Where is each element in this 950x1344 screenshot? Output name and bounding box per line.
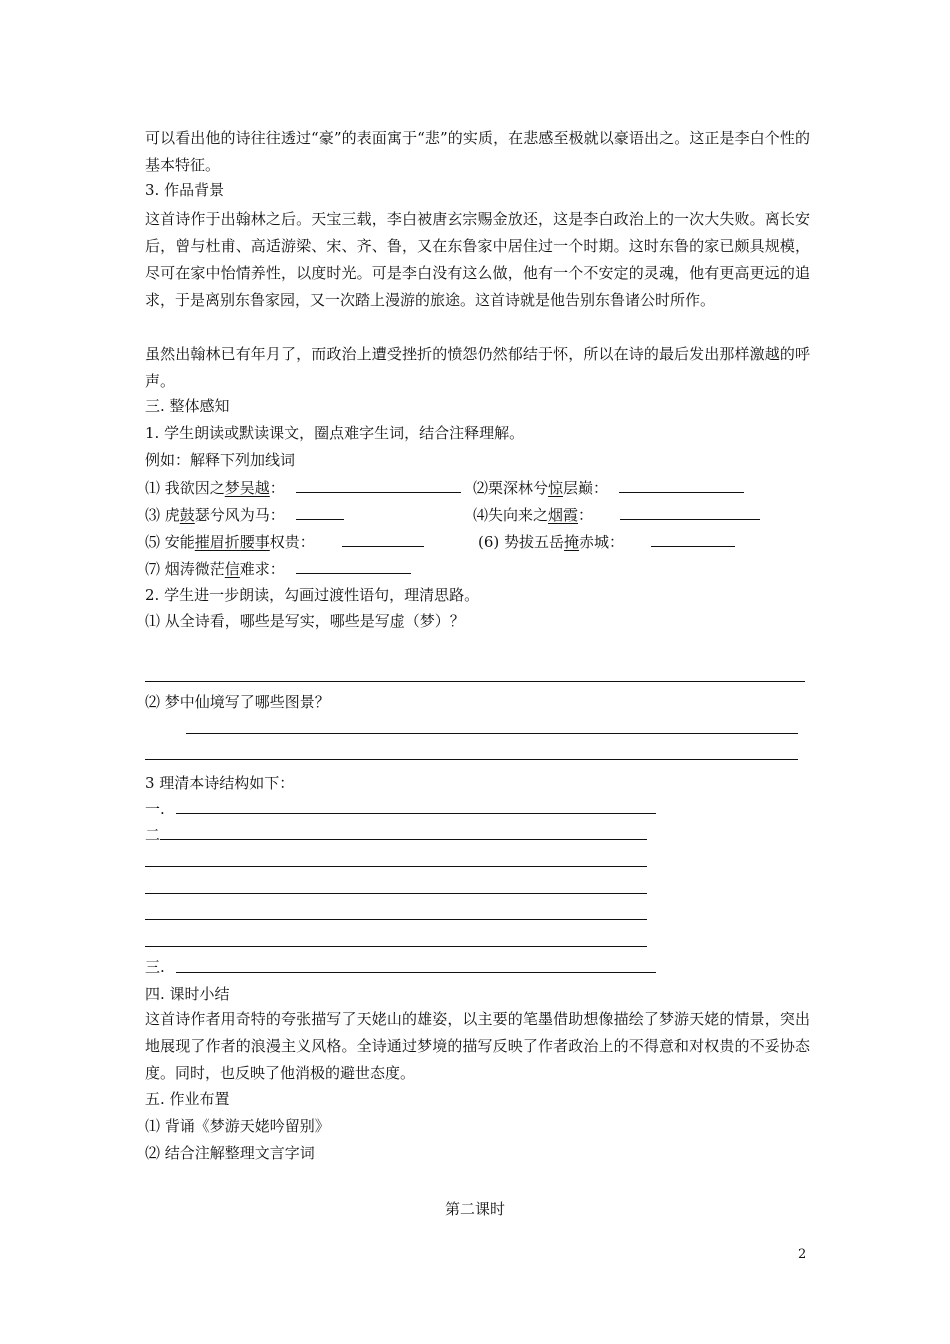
structure-label-1: 一. bbox=[145, 800, 165, 818]
answer-line[interactable] bbox=[145, 946, 647, 947]
answer-line[interactable] bbox=[145, 681, 805, 682]
section-5-heading: 五. 作业布置 bbox=[145, 1090, 230, 1108]
vocab-word: 梦吴越 bbox=[224, 479, 270, 497]
answer-blank[interactable] bbox=[620, 505, 760, 520]
vocab-item-7 bbox=[145, 559, 411, 578]
vocab-word: 掩 bbox=[564, 533, 580, 551]
vocab-post: 层巅： bbox=[563, 479, 609, 497]
answer-line[interactable] bbox=[145, 866, 647, 867]
vocab-pre: ⑷失向来之 bbox=[473, 506, 549, 524]
vocab-post: 权贵： bbox=[269, 533, 315, 551]
vocab-pre: ⑴ 我欲因之 bbox=[145, 479, 225, 497]
homework-item-2: ⑵ 结合注解整理文言字词 bbox=[145, 1144, 315, 1162]
vocab-post: ： bbox=[269, 479, 285, 497]
item-1-text: 1. 学生朗读或默读课文，圈点难字生词，结合注释理解。 bbox=[145, 424, 525, 442]
answer-blank[interactable] bbox=[296, 559, 411, 574]
question-1: ⑴ 从全诗看，哪些是写实，哪些是写虚（梦）？ bbox=[145, 612, 465, 630]
answer-line[interactable] bbox=[145, 893, 647, 894]
vocab-pre: ⑸ 安能 bbox=[145, 533, 195, 551]
structure-label-3: 三. bbox=[145, 958, 165, 976]
vocab-pre: (6) 势拔五岳 bbox=[478, 533, 565, 551]
answer-line[interactable] bbox=[160, 839, 647, 840]
vocab-item-1 bbox=[145, 478, 461, 497]
vocab-word: 惊 bbox=[548, 479, 564, 497]
homework-item-1: ⑴ 背诵《梦游天姥吟留别》 bbox=[145, 1117, 330, 1135]
background-paragraph-1: 这首诗作于出翰林之后。天宝三载，李白被唐玄宗赐金放还，这是李白政治上的一次大失败。离长安后，曾与杜甫、高适游梁、宋、齐、鲁，又在东鲁家中居住过一个时期。这时东鲁的家已颇具规模，尽可在家中怡情养性，以度时光。可是李白没有这么做，他有一个不安定的灵魂，他有更高更远的追求，于是离别东鲁家园，又一次踏上漫游的旅途。这首诗就是他告别东鲁诸公时所作。 bbox=[145, 210, 810, 309]
vocab-post: 赤城： bbox=[579, 533, 625, 551]
example-text: 例如：解释下列加线词 bbox=[145, 451, 296, 469]
section-3-heading: 三. 整体感知 bbox=[145, 397, 230, 415]
item-3-text: 3 理清本诗结构如下： bbox=[145, 774, 295, 792]
vocab-post: 难求： bbox=[239, 560, 285, 578]
vocab-item-5 bbox=[145, 532, 424, 551]
section-4-heading: 四. 课时小结 bbox=[145, 985, 230, 1003]
answer-line[interactable] bbox=[145, 759, 798, 760]
vocab-word: 鼓 bbox=[179, 506, 195, 524]
background-heading: 3. 作品背景 bbox=[145, 181, 225, 199]
answer-line[interactable] bbox=[145, 919, 647, 920]
answer-line[interactable] bbox=[176, 972, 656, 973]
vocab-word: 摧眉折腰事 bbox=[194, 533, 270, 551]
vocab-post: 瑟兮风为马： bbox=[194, 506, 285, 524]
vocab-post: ： bbox=[578, 506, 594, 524]
vocab-pre: ⑶ 虎 bbox=[145, 506, 180, 524]
intro-paragraph: 可以看出他的诗往往透过“豪”的表面寓于“悲”的实质，在悲感至极就以豪语出之。这正是李白个性的基本特征。 bbox=[145, 129, 810, 174]
vocab-word: 烟霞 bbox=[548, 506, 579, 524]
background-paragraph-2: 虽然出翰林已有年月了，而政治上遭受挫折的愤怨仍然郁结于怀，所以在诗的最后发出那样激越的呼声。 bbox=[145, 345, 810, 390]
answer-line[interactable] bbox=[186, 733, 798, 734]
page-number: 2 bbox=[798, 1247, 807, 1262]
structure-label-2: 二 bbox=[145, 826, 161, 844]
question-2: ⑵ 梦中仙境写了哪些图景？ bbox=[145, 693, 330, 711]
answer-blank[interactable] bbox=[296, 505, 344, 520]
vocab-item-6 bbox=[478, 532, 735, 551]
answer-line[interactable] bbox=[176, 813, 656, 814]
summary-paragraph: 这首诗作者用奇特的夸张描写了天姥山的雄姿，以主要的笔墨借助想像描绘了梦游天姥的情景，突出地展现了作者的浪漫主义风格。全诗通过梦境的描写反映了作者政治上的不得意和对权贵的不妥协态度。同时，也反映了他消极的避世态度。 bbox=[145, 1010, 810, 1082]
vocab-pre: ⑺ 烟涛微茫 bbox=[145, 560, 225, 578]
answer-blank[interactable] bbox=[651, 532, 735, 547]
answer-blank[interactable] bbox=[342, 532, 424, 547]
vocab-item-2 bbox=[473, 478, 744, 497]
vocab-word: 信 bbox=[224, 560, 240, 578]
item-2-text: 2. 学生进一步朗读，勾画过渡性语句，理清思路。 bbox=[145, 586, 480, 604]
vocab-pre: ⑵栗深林兮 bbox=[473, 479, 549, 497]
vocab-item-3 bbox=[145, 505, 344, 524]
answer-blank[interactable] bbox=[619, 478, 744, 493]
answer-blank[interactable] bbox=[296, 478, 461, 493]
vocab-item-4 bbox=[473, 505, 760, 524]
next-lesson-title: 第二课时 bbox=[444, 1200, 505, 1218]
